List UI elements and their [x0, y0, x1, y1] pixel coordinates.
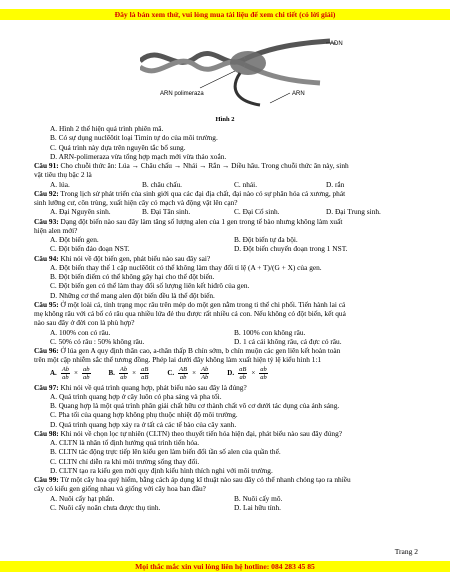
line-text: Từ một cây hoa quý hiếm, bằng cách áp dụng kĩ thuật nào sau đây có thể nhanh chóng tạo ra nhiều — [58, 475, 351, 484]
answer-options — [34, 235, 418, 244]
line-text: trên một cặp nhiễm sắc thể tương đồng. Phép lai dưới đây không làm xuất hiện tỷ lệ kiểu hình 1:1 — [34, 355, 322, 365]
line-text: mẹ không râu với cá bố có râu qua nhiều lứa đẻ thu được rất nhiều cá con. Nếu không có đột biến, kết quả — [34, 309, 346, 318]
answer-option: D. 1 cá cái không râu, cá đực có râu. — [234, 336, 342, 346]
text-line — [34, 263, 418, 272]
question-number: Câu 98: — [34, 428, 59, 438]
answer-option: B. Đại Tân sinh. — [142, 207, 191, 217]
answer-option: A. 100% con có râu. — [50, 327, 111, 337]
text-line — [34, 281, 418, 290]
question-number: Câu 94: — [34, 253, 59, 263]
text-line — [34, 133, 418, 142]
answer-option: D. rắn — [326, 179, 345, 189]
line-text: B. CLTN tác động trực tiếp lên kiểu gen làm biến đổi tần số alen của quần thể. — [50, 447, 281, 457]
answer-option: A. Đột biến gen. — [50, 235, 99, 244]
line-text: nào sau đây ở đời con là phù hợp? — [34, 318, 135, 328]
question-number: Câu 91: — [34, 161, 59, 170]
fraction-numerator: Ab — [119, 366, 128, 373]
line-text: C. Pha tối của quang hợp không phụ thuộc nhiệt độ môi trường. — [50, 410, 238, 420]
fraction-denominator: ab — [120, 374, 127, 381]
cross-sign: × — [251, 368, 256, 377]
line-text: Cho chuỗi thức ăn: Lúa → Châu chấu → Nhái → Rắn → Diều hâu. Trong chuỗi thức ăn này, sinh — [58, 161, 349, 170]
fraction-numerator: ab — [83, 366, 90, 373]
fraction-denominator: Ab — [201, 374, 209, 381]
answer-options — [34, 494, 418, 503]
question-content — [34, 124, 418, 512]
fraction-denominator: ab — [179, 374, 187, 381]
genotype-fraction — [82, 366, 91, 381]
line-text: D. CLTN tạo ra kiểu gen mới quy định kiểu hình thích nghi với môi trường. — [50, 465, 273, 475]
genotype-fraction — [119, 366, 128, 381]
hotline-banner: Mọi thắc mắc xin vui lòng liên hệ hotline: 084 283 45 85 — [0, 561, 450, 572]
line-text: Khi nói về quá trình quang hợp, phát biểu nào sau đây là đúng? — [58, 382, 247, 392]
cross-sign: × — [74, 368, 78, 377]
line-text: hiện alen mới? — [34, 225, 78, 235]
text-line — [34, 170, 418, 179]
text-line — [34, 152, 418, 161]
genotype-fraction — [178, 366, 188, 381]
fraction-numerator: Ab — [201, 366, 209, 373]
text-line — [34, 410, 418, 419]
line-text: B. Quang hợp là một quá trình phân giải chất hữu cơ thành chất vô cơ dưới tác dụng của ánh sáng. — [50, 401, 340, 410]
line-text: D. ARN-polimeraza vừa tổng hợp mạch mới vừa tháo xoắn. — [50, 151, 227, 161]
line-text: A. Hình 2 thể hiện quá trình phiên mã. — [50, 124, 164, 133]
question-number: Câu 93: — [34, 216, 59, 226]
answer-option: B. 100% con không râu. — [234, 327, 306, 337]
line-text: A. Quá trình quang hợp ở cây luôn có pha sáng và pha tối. — [50, 391, 222, 401]
fraction-numerator: aB — [141, 366, 149, 373]
cross-sign: × — [192, 368, 197, 377]
question-stem — [34, 217, 418, 226]
genotype-fraction — [238, 366, 247, 381]
adn-label: ADN — [330, 41, 343, 47]
text-line — [34, 447, 418, 456]
text-line — [34, 392, 418, 401]
question-stem — [34, 475, 418, 484]
text-line — [34, 438, 418, 447]
fraction-denominator: ab — [62, 374, 69, 381]
fraction-numerator: ab — [260, 366, 267, 373]
question-stem — [34, 161, 418, 170]
genotype-fraction — [200, 366, 209, 381]
answer-options — [34, 337, 418, 346]
answer-option: D. Đột biến chuyển đoạn trong 1 NST. — [234, 244, 348, 254]
answer-options — [34, 207, 418, 216]
line-text: cây có kiểu gen giống nhau và giống với cây hoa ban đầu? — [34, 484, 206, 494]
question-stem — [34, 300, 418, 309]
cross-sign: × — [132, 368, 137, 377]
answer-option: C. Đại Cổ sinh. — [234, 207, 280, 217]
figure-caption: Hình 2 — [215, 116, 235, 123]
text-line — [34, 124, 418, 133]
transcription-diagram — [140, 33, 355, 113]
answer-options — [34, 328, 418, 337]
line-text: sinh lưỡng cư, côn trùng, xuất hiện cây có mạch và động vật lên cạn? — [34, 198, 238, 207]
question-stem — [34, 383, 418, 392]
question-stem — [34, 346, 418, 355]
text-line — [34, 401, 418, 410]
cross-options — [34, 365, 418, 383]
line-text: B. Đột biến điểm có thể không gây hại cho thể đột biến. — [50, 272, 215, 281]
answer-option: D. Đại Trung sinh. — [326, 207, 381, 217]
cross-option-label: C. — [167, 368, 175, 377]
answer-options — [34, 180, 418, 189]
arn-label: ARN — [292, 91, 305, 97]
question-number: Câu 92: — [34, 188, 59, 198]
fraction-denominator: ab — [260, 374, 267, 381]
page-number: Trang 2 — [394, 547, 418, 556]
line-text: Khi nói về đột biến gen, phát biểu nào sau đây sai? — [58, 253, 211, 263]
genotype-fraction — [61, 366, 70, 381]
genotype-fraction — [140, 366, 149, 381]
question-number: Câu 96: — [34, 346, 59, 355]
fraction-denominator: ab — [83, 374, 90, 381]
answer-option: B. châu chấu. — [142, 179, 182, 189]
text-line — [34, 226, 418, 235]
preview-banner: Đây là bản xem thử, vui lòng mua tài liệu để xem chi tiết (có lời giải) — [0, 9, 450, 20]
fraction-denominator: aB — [141, 374, 149, 381]
question-number: Câu 99: — [34, 475, 59, 484]
answer-option: A. Nuôi cấy hạt phấn. — [50, 493, 115, 503]
genotype-fraction — [259, 366, 268, 381]
answer-options — [34, 244, 418, 253]
polymerase-label: ARN polimeraza — [160, 91, 204, 97]
line-text: C. Đột biến gen có thể làm thay đổi số lượng liên kết hiđrô của gen. — [50, 281, 250, 291]
transcription-figure — [140, 33, 355, 113]
line-text: B. Có sự dụng nuclêôtit loại Timin tự do của môi trường. — [50, 133, 218, 143]
fraction-numerator: Ab — [61, 366, 70, 373]
question-stem — [34, 254, 418, 263]
question-number: Câu 97: — [34, 382, 59, 392]
line-text: Dạng đột biến nào sau đây làm tăng số lượng alen của 1 gen trong tế bào nhưng không làm xuất — [58, 216, 343, 226]
answer-options — [34, 503, 418, 512]
answer-option: A. Đại Nguyên sinh. — [50, 207, 111, 217]
line-text: D. Những cơ thể mang alen đột biến đều là thể đột biến. — [50, 290, 215, 300]
line-text: Trong lịch sử phát triển của sinh giới qua các đại địa chất, đại nào có sự phân hóa cá xương, phát — [58, 188, 346, 198]
text-line — [34, 198, 418, 207]
answer-option: C. 50% có râu : 50% không râu. — [50, 336, 145, 346]
line-text: C. CLTN chỉ diễn ra khi môi trường sống thay đổi. — [50, 456, 200, 466]
answer-option: C. Đột biến đảo đoạn NST. — [50, 244, 130, 254]
fraction-denominator: ab — [239, 374, 246, 381]
cross-option-label: B. — [108, 368, 115, 377]
answer-option: B. Nuôi cấy mô. — [234, 493, 283, 503]
cross-option-label: A. — [50, 368, 57, 377]
line-text: C. Quá trình này dựa trên nguyên tắc bổ sung. — [50, 142, 186, 152]
text-line — [34, 484, 418, 493]
answer-option: D. Lai hữu tính. — [234, 502, 282, 512]
line-text: Khi nói về chọn lọc tự nhiên (CLTN) theo thuyết tiến hóa hiện đại, phát biểu nào sau đây đúng? — [58, 428, 343, 438]
question-stem — [34, 429, 418, 438]
text-line — [34, 272, 418, 281]
line-text: A. CLTN là nhân tố định hướng quá trình tiến hóa. — [50, 438, 200, 447]
text-line — [34, 466, 418, 475]
line-text: D. Quá trình quang hợp xảy ra ở tất cả các tế bào của cây xanh. — [50, 419, 237, 429]
line-text: A. Đột biến thay thế 1 cặp nuclêôtit có thể không làm thay đổi tỉ lệ (A + T)/(G + X) của gen. — [50, 262, 322, 272]
answer-option: B. Đột biến tự đa bội. — [234, 235, 298, 244]
line-text: vật tiêu thụ bậc 2 là — [34, 170, 92, 180]
answer-option: A. lúa. — [50, 179, 70, 189]
line-text: Ở lúa gen A quy định thân cao, a-thân thấp B chín sớm, b chín muộn các gen liên kết hoàn toàn — [58, 346, 341, 355]
text-line — [34, 355, 418, 364]
text-line — [34, 291, 418, 300]
question-number: Câu 95: — [34, 299, 59, 309]
answer-option: C. Nuôi cấy noãn chưa được thụ tinh. — [50, 502, 161, 512]
fraction-numerator: aB — [239, 366, 247, 373]
cross-option-label: D. — [227, 368, 235, 377]
text-line — [34, 143, 418, 152]
fraction-numerator: AB — [179, 366, 188, 373]
line-text: Ở một loài cá, tính trạng mọc râu trên mép do một gen nằm trong ti thể chi phối. Tiến hành lai cá — [58, 299, 346, 309]
text-line — [34, 420, 418, 429]
question-stem — [34, 189, 418, 198]
text-line — [34, 309, 418, 318]
answer-option: C. nhái. — [234, 179, 258, 189]
text-line — [34, 318, 418, 327]
text-line — [34, 457, 418, 466]
